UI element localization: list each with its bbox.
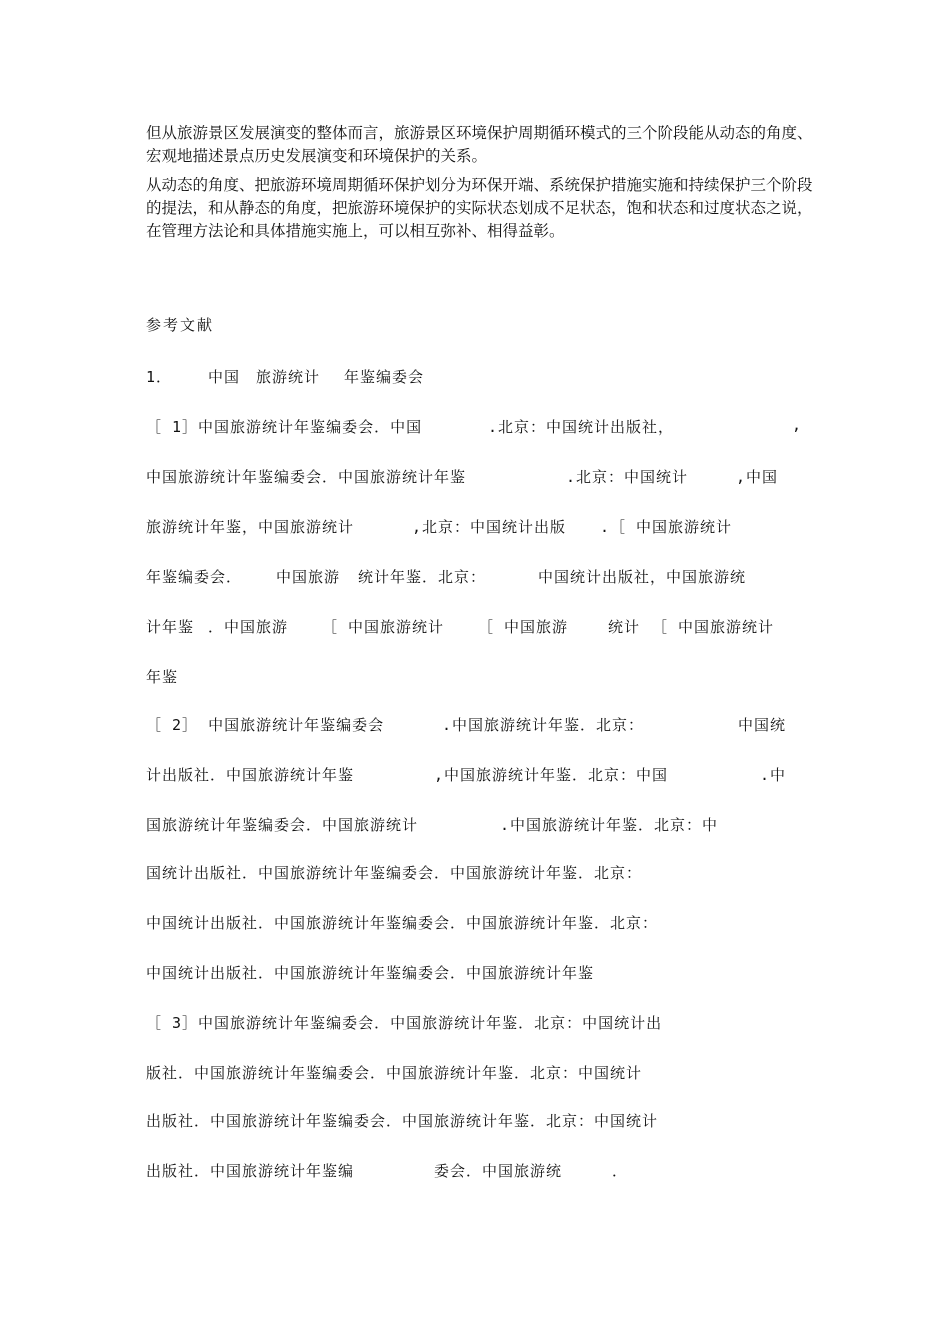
intro-paragraph-1: 但从旅游景区发展演变的整体而言，旅游景区环境保护周期循环模式的三个阶段能从动态的角度、宏观地描述景点历史发展演变和环境保护的关系。 <box>146 124 813 165</box>
text-segment: 1． <box>146 368 173 386</box>
text-segment: ［ 3］中国旅游统计年鉴编委会．中国旅游统计年鉴．北京：中国统计出 <box>146 1014 663 1032</box>
text-segment: ［ 中国旅游 <box>478 618 569 636</box>
reference-line <box>146 714 787 736</box>
text-segment: ［ 1］中国旅游统计年鉴编委会．中国 <box>146 418 423 436</box>
text-segment: ［ 中国旅游统计 <box>652 618 775 636</box>
text-segment: .北京：中国统计出版社， <box>488 418 675 436</box>
intro-paragraph-2: 从动态的角度、把旅游环境周期循环保护划分为环保开端、系统保护措施实施和持续保护三个阶段的提法，和从静态的角度，把旅游环境保护的实际状态划成不足状态，饱和状态和过度状态之说，在管理方法论和具体措施实施上，可以相互弥补、相得益彰。 <box>146 176 813 240</box>
text-segment: 版社．中国旅游统计年鉴编委会．中国旅游统计年鉴．北京：中国统计 <box>146 1064 643 1082</box>
text-segment: .［ 中国旅游统计 <box>600 518 733 536</box>
text-segment: .中国旅游统计年鉴．北京：中 <box>500 816 719 834</box>
text-segment: 出版社．中国旅游统计年鉴编 <box>146 1162 355 1180</box>
text-segment: 统计 <box>608 618 641 636</box>
text-segment: 统计年鉴．北京： <box>358 568 487 586</box>
text-segment: 年鉴 <box>146 668 179 686</box>
text-segment: ,北京：中国统计出版 <box>412 518 567 536</box>
text-segment: ,中国旅游统计年鉴．北京：中国 <box>434 766 669 784</box>
reference-line <box>146 912 659 934</box>
text-segment: 计出版社．中国旅游统计年鉴 <box>146 766 355 784</box>
reference-line <box>146 416 803 438</box>
text-segment: 统计出版社，中国旅游统 <box>570 568 747 586</box>
reference-line <box>146 1012 663 1034</box>
text-segment: 中国 <box>208 368 241 386</box>
reference-line <box>146 566 747 588</box>
text-segment: 计年鉴 <box>146 618 195 636</box>
text-segment: 中国旅游 <box>276 568 341 586</box>
text-segment: ,中国 <box>736 468 779 486</box>
reference-line <box>146 466 779 488</box>
text-segment: , <box>792 416 803 434</box>
text-segment: 国统计出版社．中国旅游统计年鉴编委会．中国旅游统计年鉴．北京： <box>146 864 643 882</box>
text-segment: 中国统计出版社．中国旅游统计年鉴编委会．中国旅游统计年鉴 <box>146 964 595 982</box>
text-segment: .北京：中国统计 <box>566 468 689 486</box>
text-segment: .中国旅游统计年鉴．北京： <box>442 716 645 734</box>
text-segment: 年鉴编委会． <box>146 568 243 586</box>
reference-line <box>146 1062 643 1084</box>
reference-line <box>146 814 719 836</box>
text-segment: ［ 2］ 中国旅游统计年鉴编委会 <box>146 716 385 734</box>
reference-line <box>146 366 425 388</box>
text-segment: 中国 <box>538 568 571 586</box>
reference-line <box>146 1110 659 1132</box>
text-segment: 旅游统计 <box>256 368 321 386</box>
text-segment: 中国旅游统计年鉴编委会．中国旅游统计年鉴 <box>146 468 467 486</box>
references-heading: 参考文献 <box>146 316 215 334</box>
text-segment: 年鉴编委会 <box>344 368 425 386</box>
text-segment: 中国统计出版社．中国旅游统计年鉴编委会．中国旅游统计年鉴．北京： <box>146 914 659 932</box>
reference-line <box>146 516 733 538</box>
text-segment: ．中国旅游 <box>208 618 289 636</box>
text-segment: 出版社．中国旅游统计年鉴编委会．中国旅游统计年鉴．北京：中国统计 <box>146 1112 659 1130</box>
reference-line <box>146 616 775 638</box>
reference-line <box>146 764 787 786</box>
reference-line <box>146 962 595 984</box>
text-segment: ［ 中国旅游统计 <box>322 618 445 636</box>
text-segment: .中 <box>760 766 787 784</box>
text-segment: 中国统 <box>738 716 787 734</box>
text-segment: 旅游统计年鉴，中国旅游统计 <box>146 518 355 536</box>
reference-line <box>146 666 186 688</box>
reference-line <box>146 862 643 884</box>
text-segment: ． <box>612 1162 629 1180</box>
reference-line <box>146 1160 629 1182</box>
text-segment: 国旅游统计年鉴编委会．中国旅游统计 <box>146 816 419 834</box>
text-segment: 委会．中国旅游统 <box>434 1162 563 1180</box>
